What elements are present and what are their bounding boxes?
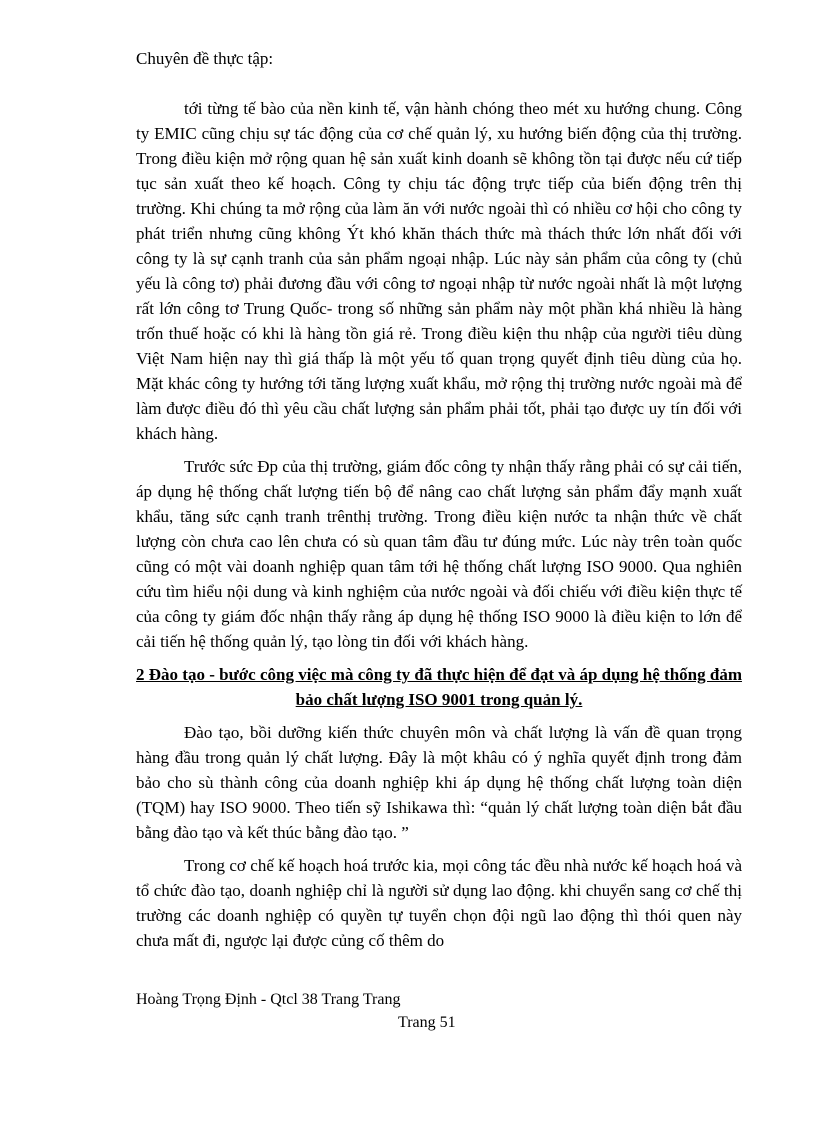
body-paragraph: Trong cơ chế kế hoạch hoá trước kia, mọi công tác đều nhà nước kế hoạch hoá và tổ chức đào tạo, doanh nghiệp chỉ là người sử dụng lao động. khi chuyển sang cơ chế thị trường các doanh nghiệp có quyền tự tuyển chọn đội ngũ lao động thì thói quen này chưa mất đi, ngược lại được củng cố thêm do [136, 856, 742, 950]
body-paragraph: Đào tạo, bồi dưỡng kiến thức chuyên môn và chất lượng là vấn đề quan trọng hàng đầu trong quản lý chất lượng. Đây là một khâu có ý nghĩa quyết định trong đảm bảo cho sù thành công của doanh nghiệp khi áp dụng hệ thống chất lượng toàn diện (TQM) hay ISO 9000. Theo tiến sỹ Ishikawa thì: “quản lý chất lượng toàn diện bắt đầu bằng đào tạo và kết thúc bằng đào tạo. ” [136, 723, 742, 842]
body-paragraph: Trước sức Ðp của thị trường, giám đốc công ty nhận thấy rằng phải có sự cải tiến, áp dụng hệ thống chất lượng tiến bộ để nâng cao chất lượng sản phẩm đẩy mạnh xuất khẩu, tăng sức cạnh tranh trênthị trường. Trong điều kiện nước ta nhận thức về chất lượng còn chưa cao lên chưa có sù quan tâm đầu tư đúng mức. Lúc này trên toàn quốc cũng có một vài doanh nghiệp quan tâm tới hệ thống chất lượng ISO 9000. Qua nghiên cứu tìm hiểu nội dung và kinh nghiệm của nước ngoài và đối chiếu với điều kiện thực tế của công ty giám đốc nhận thấy rằng áp dụng hệ thống ISO 9000 là điều kiện to lớn để cải tiến hệ thống quản lý, tạo lòng tin đối với khách hàng. [136, 457, 742, 651]
page-number: Trang 51 [398, 1014, 456, 1031]
body-paragraph: tới từng tế bào của nền kinh tế, vận hành chóng theo mét xu hướng chung. Công ty EMIC cũng chịu sự tác động của cơ chế quản lý, xu hướng biến động của thị trường. Trong điều kiện mở rộng quan hệ sản xuất kinh doanh sẽ không tồn tại được nếu cứ tiếp tục sản xuất theo kế hoạch. Công ty chịu tác động trực tiếp của biến động trên thị trường. Khi chúng ta mở rộng của làm ăn với nước ngoài thì có nhiều cơ hội cho công ty phát triển nhưng cũng không Ýt khó khăn thách thức mà thách thức lớn nhất đối với công ty là sự cạnh tranh của sản phẩm ngoại nhập. Lúc này sản phẩm của công ty (chủ yếu là công tơ) phải đương đầu với công tơ ngoại nhập từ nước ngoài nhất là một lượng rất lớn công tơ Trung Quốc- trong số những sản phẩm này một phần khá nhiều là hàng trốn thuế hoặc có khi là hàng tồn giá rẻ. Trong điều kiện thu nhập của người tiêu dùng Việt Nam hiện nay thì giá thấp là một yếu tố quan trọng quyết định tiêu dùng của họ. Mặt khác công ty hướng tới tăng lượng xuất khẩu, mở rộng thị trường nước ngoài mà để làm được điều đó thì yêu cầu chất lượng sản phẩm phải tốt, phải tạo được uy tín đối với khách hàng. [136, 99, 742, 443]
section-heading: 2 Đào tạo - bước công việc mà công ty đã thực hiện để đạt và áp dụng hệ thống đảm bảo chất lượng ISO 9001 trong quản lý. [136, 665, 742, 709]
footer-author: Hoàng Trọng Định - Qtcl 38 Trang Trang [136, 991, 401, 1008]
document-body [136, 96, 742, 953]
page-header: Chuyên đề thực tập: [136, 49, 274, 68]
